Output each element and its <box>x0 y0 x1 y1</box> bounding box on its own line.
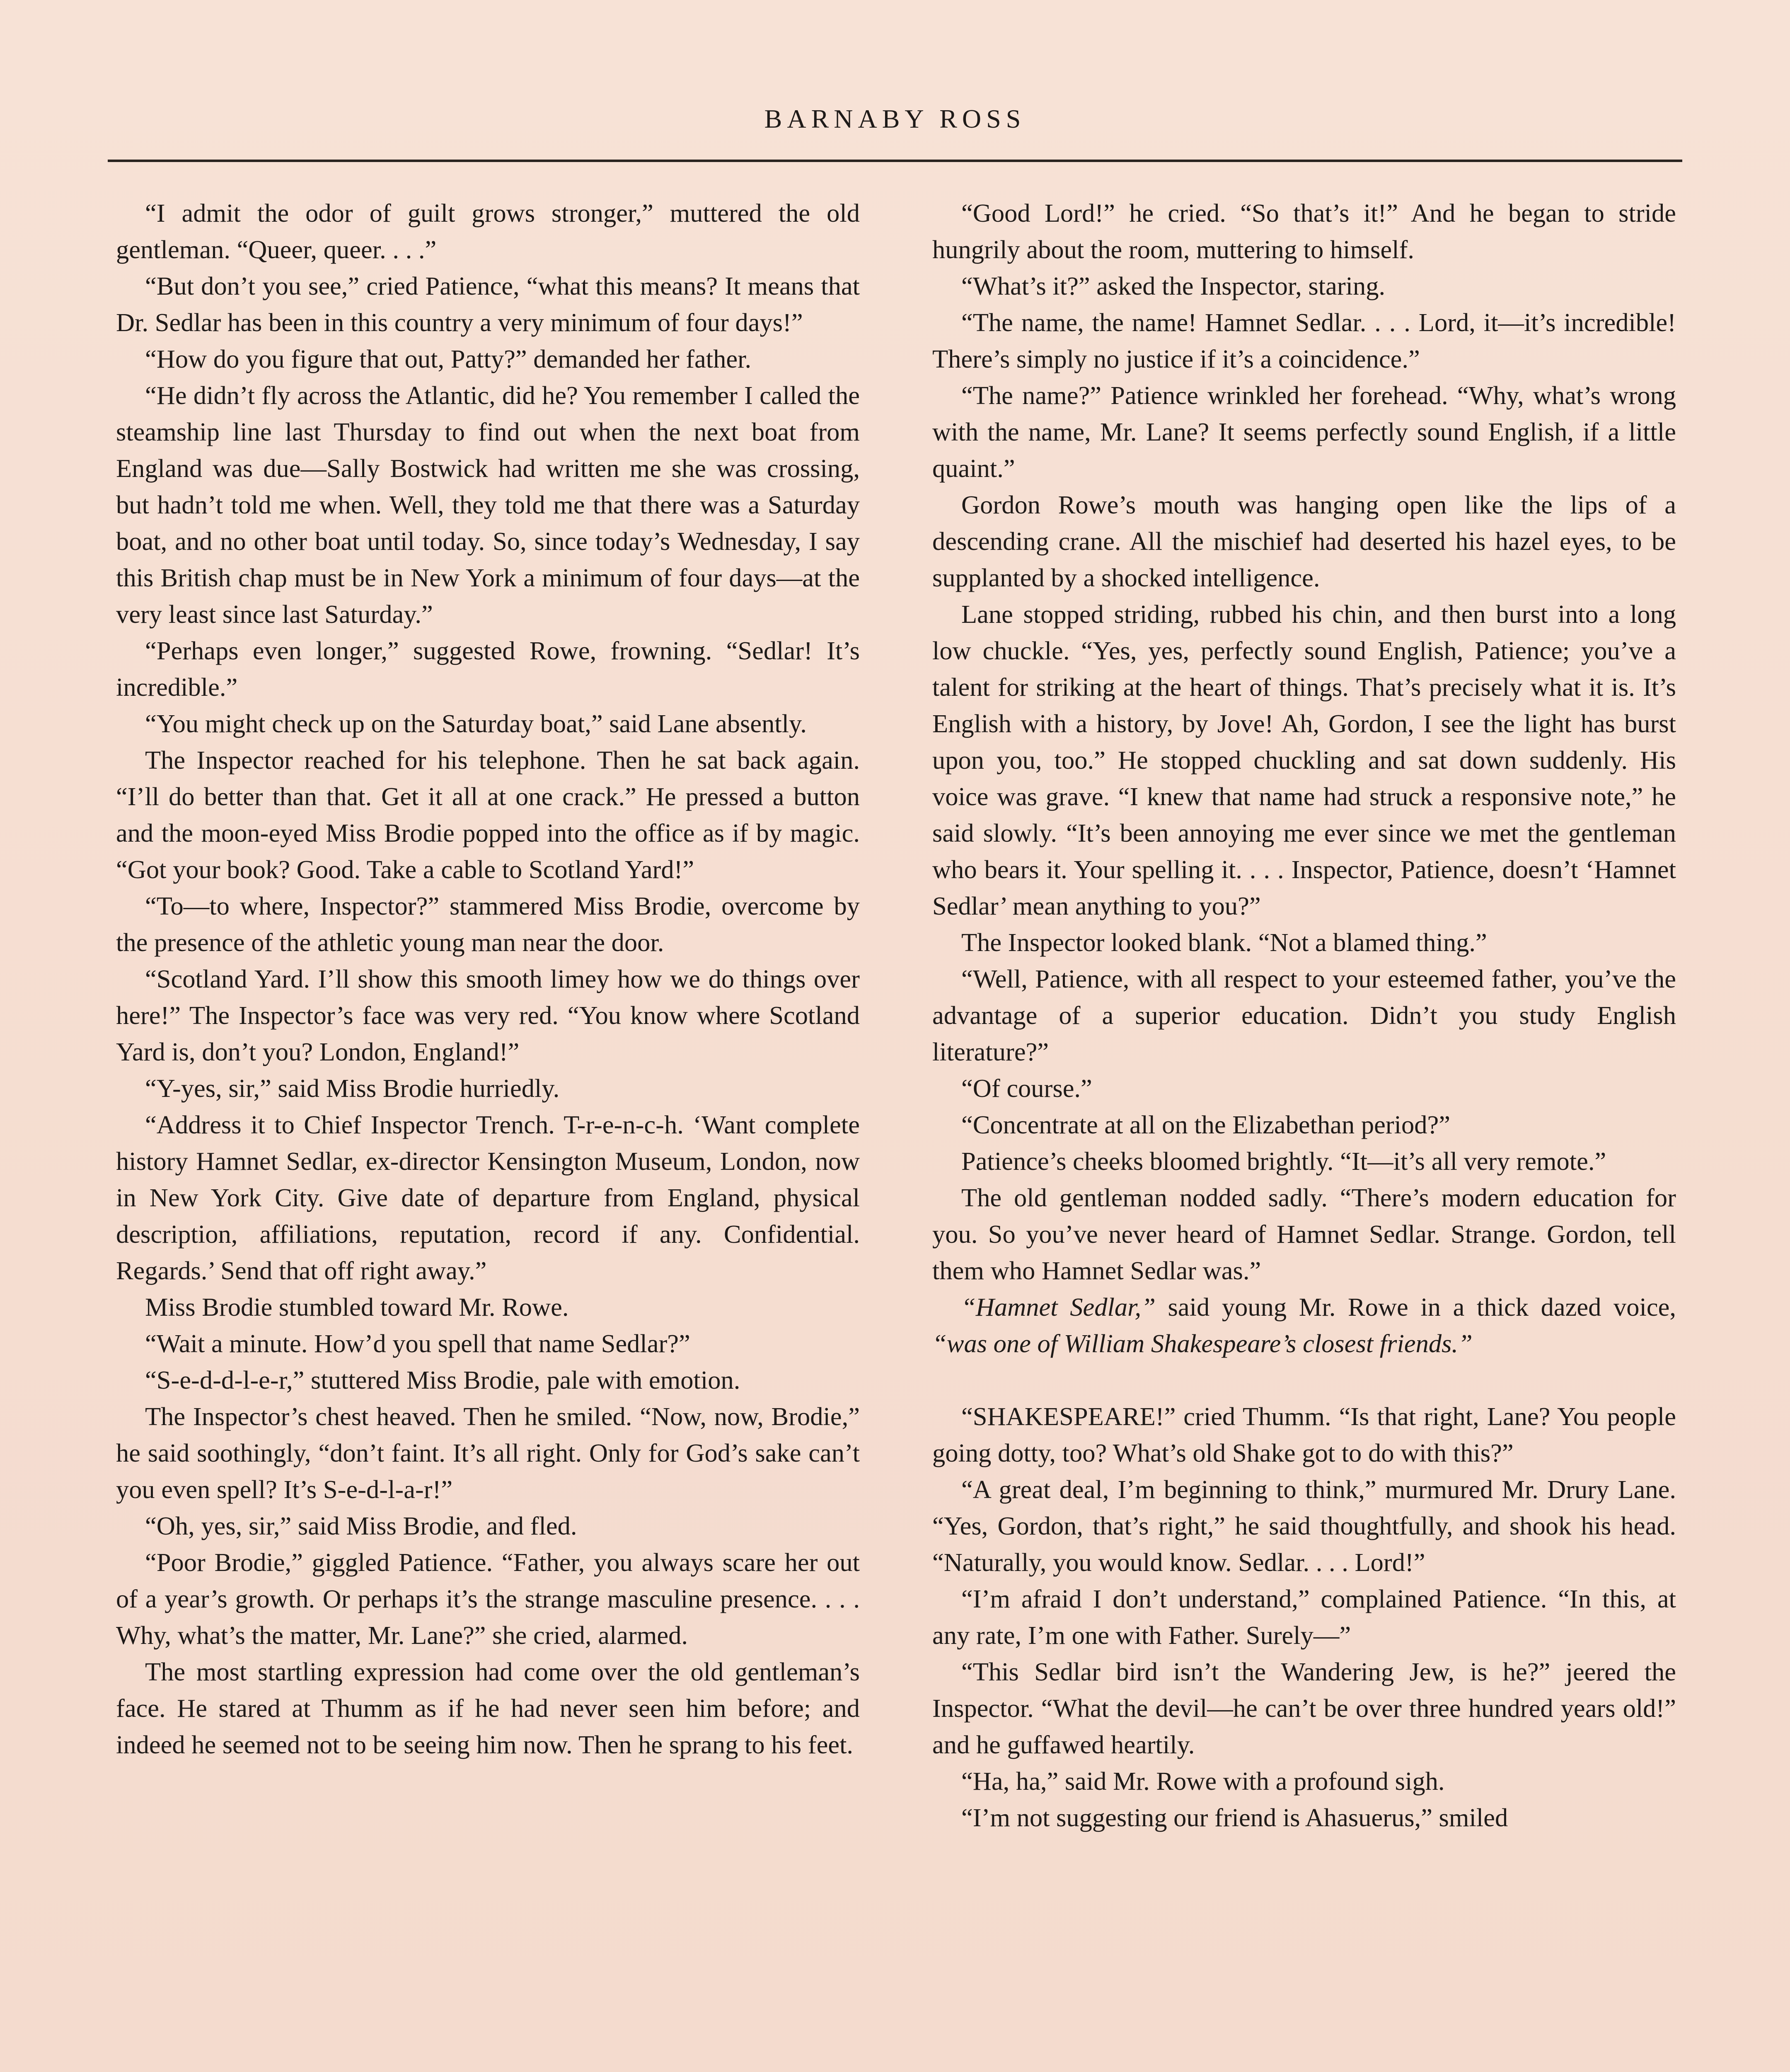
paragraph: “Address it to Chief Inspector Trench. T-r-e-n-c-h. ‘Want complete history Hamnet Sedlar, ex-director Kensington Museum, London, now in New York City. Give date of departure from England, physical description, affiliations, reputation, record if any. Confidential. Regards.’ Send that off right away.” <box>116 1110 860 1285</box>
paragraph: “Scotland Yard. I’ll show this smooth limey how we do things over here!” The Inspector’s face was very red. “You know where Scotland Yard is, don’t you? London, England!” <box>116 964 860 1066</box>
paragraph: “A great deal, I’m beginning to think,” murmured Mr. Drury Lane. “Yes, Gordon, that’s right,” he said thoughtfully, and shook his head. “Naturally, you would know. Sedlar. . . . Lord!” <box>932 1475 1676 1577</box>
paragraph: “Perhaps even longer,” suggested Rowe, frowning. “Sedlar! It’s incredible.” <box>116 636 860 702</box>
paragraph: “I’m not suggesting our friend is Ahasuerus,” smiled <box>961 1803 1508 1832</box>
paragraph: “To—to where, Inspector?” stammered Miss Brodie, overcome by the presence of the athletic young man near the door. <box>116 891 860 957</box>
paragraph: Lane stopped striding, rubbed his chin, and then burst into a long low chuckle. “Yes, yes, perfectly sound English, Patience; you’ve a talent for striking at the heart of things. That’s precisely what it is. It’s English with a history, by Jove! Ah, Gordon, I see the light has burst upon you, too.” He stopped chuckling and sat down suddenly. His voice was grave. “I knew that name had struck a responsive note,” he said slowly. “It’s been annoying me ever since we met the gentleman who bears it. Your spelling it. . . . Inspector, Patience, doesn’t ‘Hamnet Sedlar’ mean anything to you?” <box>932 600 1676 920</box>
paragraph: “You might check up on the Saturday boat,” said Lane absently. <box>145 709 807 738</box>
paragraph: Gordon Rowe’s mouth was hanging open like the lips of a descending crane. All the mischief had deserted his hazel eyes, to be supplanted by a shocked intelligence. <box>932 490 1676 592</box>
paragraph: Patience’s cheeks bloomed brightly. “It—it’s all very remote.” <box>961 1147 1606 1176</box>
paragraph: “I’m afraid I don’t understand,” complained Patience. “In this, at any rate, I’m one with Father. Surely—” <box>932 1584 1676 1650</box>
paragraph: “Good Lord!” he cried. “So that’s it!” And he began to stride hungrily about the room, muttering to himself. <box>932 198 1676 264</box>
paragraph: “Oh, yes, sir,” said Miss Brodie, and fled. <box>145 1511 577 1540</box>
paragraph: “What’s it?” asked the Inspector, staring. <box>961 271 1386 300</box>
paragraph: The Inspector reached for his telephone. Then he sat back again. “I’ll do better than that. Get it all at one crack.” He pressed a button and the moon-eyed Miss Brodie popped into the office as if by magic. “Got your book? Good. Take a cable to Scotland Yard!” <box>116 746 860 884</box>
paragraph: The old gentleman nodded sadly. “There’s modern education for you. So you’ve never heard of Hamnet Sedlar. Strange. Gordon, tell them who Hamnet Sedlar was.” <box>932 1183 1676 1285</box>
running-head: BARNABY ROSS <box>764 104 1026 133</box>
paragraph: “This Sedlar bird isn’t the Wandering Jew, is he?” jeered the Inspector. “What the devil—he can’t be over three hundred years old!” and he guffawed heartily. <box>932 1657 1676 1759</box>
paragraph: “He didn’t fly across the Atlantic, did he? You remember I called the steamship line last Thursday to find out when the next boat from England was due—Sally Bostwick had written me she was crossing, but hadn’t told me when. Well, they told me that there was a Saturday boat, and no other boat until today. So, since today’s Wednesday, I say this British chap must be in New York a minimum of four days—at the very least since last Saturday.” <box>116 381 860 629</box>
paragraph: “SHAKESPEARE!” cried Thumm. “Is that right, Lane? You people going dotty, too? What’s old Shake got to do with this?” <box>932 1402 1676 1467</box>
paragraph: “Y-yes, sir,” said Miss Brodie hurriedly. <box>145 1074 560 1103</box>
paragraph: “Of course.” <box>961 1074 1092 1103</box>
right-column <box>932 195 1676 1836</box>
paragraph: “Wait a minute. How’d you spell that name Sedlar?” <box>145 1329 690 1358</box>
paragraph: “But don’t you see,” cried Patience, “what this means? It means that Dr. Sedlar has been in this country a very minimum of four days!” <box>116 271 860 337</box>
left-column <box>116 195 860 1763</box>
paragraph: “Poor Brodie,” giggled Patience. “Father, you always scare her out of a year’s growth. Or perhaps it’s the strange masculine presence. . . . Why, what’s the matter, Mr. Lane?” she cried, alarmed. <box>116 1548 860 1650</box>
paragraph: “Ha, ha,” said Mr. Rowe with a profound sigh. <box>961 1767 1445 1796</box>
italic-quote: “was one of William Shakespeare’s closest friends.” <box>932 1329 1473 1358</box>
paragraph: “Concentrate at all on the Elizabethan period?” <box>961 1110 1450 1139</box>
paragraph: The most startling expression had come over the old gentleman’s face. He stared at Thumm as if he had never seen him before; and indeed he seemed not to be seeing him now. Then he sprang to his feet. <box>116 1657 860 1759</box>
paragraph: “The name, the name! Hamnet Sedlar. . . . Lord, it—it’s incredible! There’s simply no justice if it’s a coincidence.” <box>932 308 1676 373</box>
dialogue-tag: said young Mr. Rowe in a thick dazed voice, <box>1155 1293 1676 1322</box>
italic-paragraph <box>932 1289 1676 1362</box>
paragraph: “Well, Patience, with all respect to your esteemed father, you’ve the advantage of a superior education. Didn’t you study English literature?” <box>932 964 1676 1066</box>
paragraph: The Inspector looked blank. “Not a blamed thing.” <box>961 928 1487 957</box>
paragraph: Miss Brodie stumbled toward Mr. Rowe. <box>145 1293 569 1322</box>
paragraph: “The name?” Patience wrinkled her forehead. “Why, what’s wrong with the name, Mr. Lane? It seems perfectly sound English, if a little quaint.” <box>932 381 1676 483</box>
paragraph: “How do you figure that out, Patty?” demanded her father. <box>145 344 752 373</box>
paragraph: “I admit the odor of guilt grows stronger,” muttered the old gentleman. “Queer, queer. . . .” <box>116 198 860 264</box>
paragraph: The Inspector’s chest heaved. Then he smiled. “Now, now, Brodie,” he said soothingly, “don’t faint. It’s all right. Only for God’s sake can’t you even spell? It’s S-e-d-l-a-r!” <box>116 1402 860 1504</box>
italic-quote: “Hamnet Sedlar,” <box>961 1293 1156 1322</box>
header-rule <box>108 160 1682 162</box>
paragraph: “S-e-d-d-l-e-r,” stuttered Miss Brodie, pale with emotion. <box>145 1365 740 1394</box>
